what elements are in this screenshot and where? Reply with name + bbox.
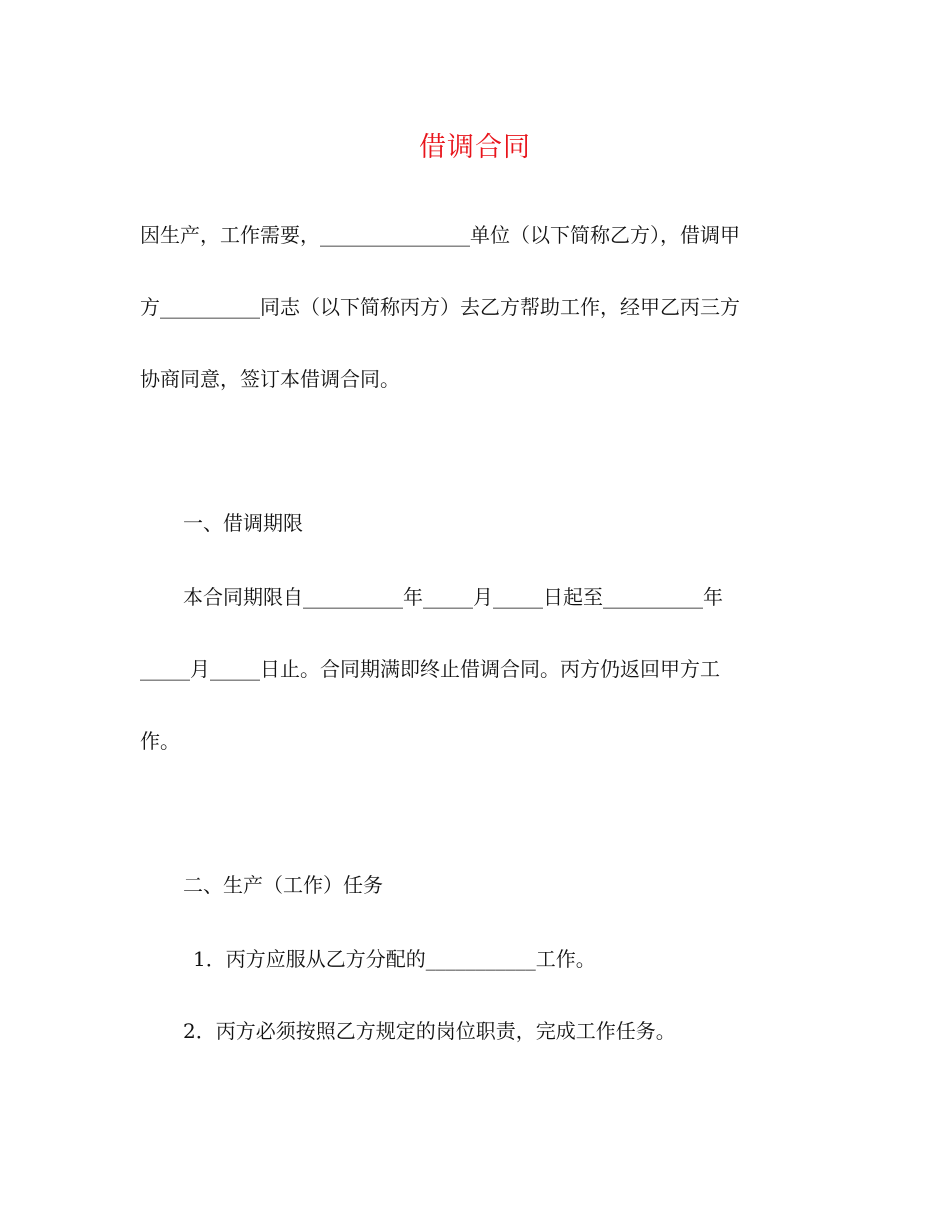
- section-2-item-1: 1．丙方应服从乙方分配的___________工作。: [193, 947, 596, 971]
- section-1-line-1: 本合同期限自__________年_____月_____日起至__________年: [183, 585, 723, 609]
- section-1-line-2: _____月_____日止。合同期满即终止借调合同。丙方仍返回甲方工: [140, 657, 720, 681]
- document-title: 借调合同: [419, 132, 531, 163]
- section-1-heading: 一、借调期限: [183, 511, 303, 535]
- intro-line-2: 方__________同志（以下简称丙方）去乙方帮助工作，经甲乙丙三方: [140, 295, 740, 319]
- section-1-line-3: 作。: [140, 729, 180, 753]
- intro-line-1: 因生产，工作需要，_______________单位（以下简称乙方），借调甲: [140, 223, 740, 247]
- intro-line-3: 协商同意，签订本借调合同。: [140, 367, 400, 391]
- section-2-heading: 二、生产（工作）任务: [183, 873, 383, 897]
- section-2-item-2: 2．丙方必须按照乙方规定的岗位职责，完成工作任务。: [183, 1019, 676, 1043]
